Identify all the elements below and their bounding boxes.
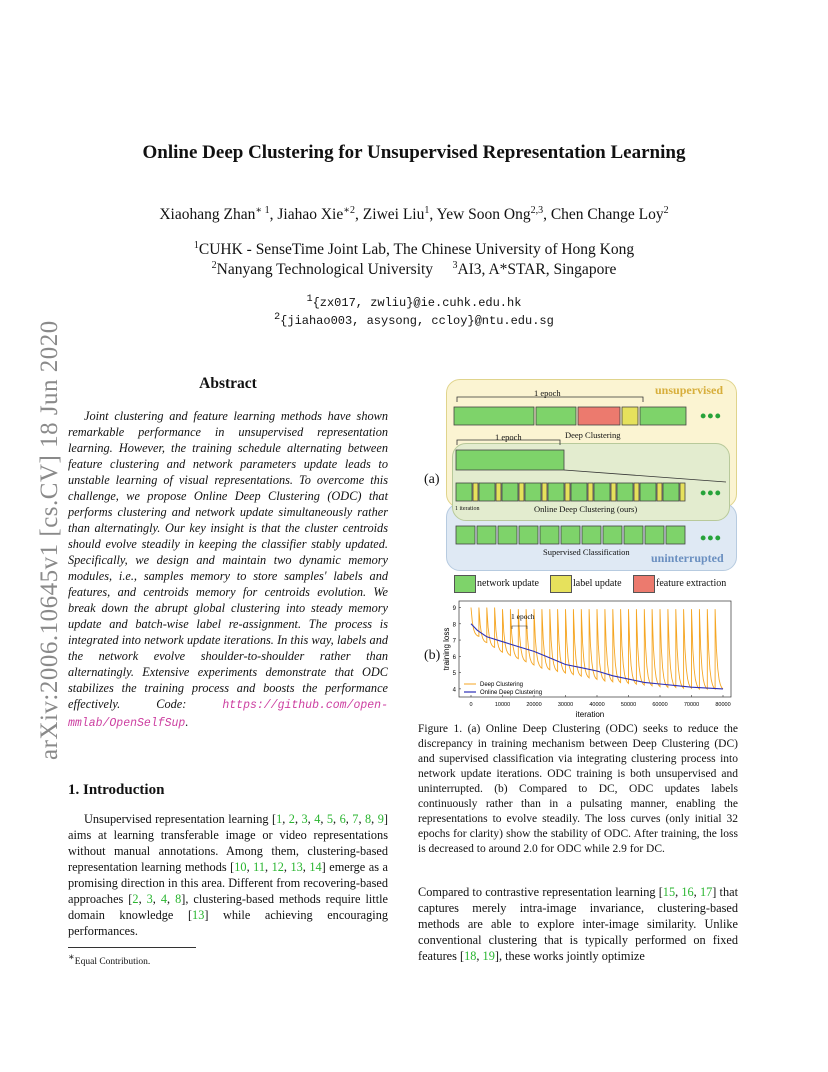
- network-update-block: [571, 483, 587, 501]
- abstract-text: Joint clustering and feature learning methods have shown remarkable performance in unsupervised representation learning. However, the training schedule alternating between feature clustering and network parameters update leads to unstable learning of visual representations. To overcome this challenge, we propose Online Deep Clustering (ODC) that performs clustering and network update simultaneously rather than alternatingly. Our key insight is that the cluster centroids should evolve steadily in keeping the classifier stably updated. Specifically, we design and maintain two dynamic memory modules, i.e., samples memory to store samples' labels and features, and centroids memory for centroids evolution. We break down the abrupt global clustering into steady memory update and batch-wise label re-assignment. The process is integrated into network update iterations. In this way, labels and the network evolve shoulder-to-shoulder rather than alternatingly. Extensive experiments demonstrate that ODC stabilizes the training process and boosts the performance effectively. Code:: [68, 409, 388, 711]
- network-update-block: [582, 526, 601, 544]
- y-tick-label: 7: [452, 638, 456, 645]
- epoch-label-top: 1 epoch: [534, 388, 561, 398]
- citation-link[interactable]: 9: [377, 812, 384, 826]
- label-update-block: [542, 483, 547, 501]
- label-update-block: [622, 407, 638, 425]
- footnote-mark: ∗: [68, 952, 75, 963]
- network-update-block: [502, 483, 518, 501]
- continuation-dots: •••: [700, 528, 722, 548]
- iteration-label: 1 iteration: [455, 506, 480, 512]
- supervised-row: [456, 526, 685, 544]
- intro-text: ] emerge as a promising direction in this area. Different from recovering-based approaches [: [68, 860, 388, 906]
- x-tick-label: 0: [469, 702, 473, 708]
- network-update-block: [525, 483, 541, 501]
- citation-link[interactable]: 7: [352, 812, 359, 826]
- legend-swatch-label: [550, 575, 572, 593]
- intro-text: ] while achieving encouraging performances.: [68, 908, 388, 938]
- author-sup: ∗ 1: [255, 205, 270, 216]
- author-name: Ziwei Liu: [362, 206, 425, 224]
- citation-link[interactable]: 6: [339, 812, 346, 826]
- training-schedule-diagram: [440, 375, 740, 575]
- body-text: ] that captures merely intra-image invariance, clustering-based methods are able to explore inter-image similarity. Unlike conventional clustering that is typically performed on fixed features [: [418, 885, 738, 963]
- y-tick-label: 6: [452, 654, 456, 661]
- email-sup: 2: [274, 312, 281, 323]
- citation-link[interactable]: 2: [288, 812, 295, 826]
- network-update-block: [663, 483, 679, 501]
- network-update-block: [624, 526, 643, 544]
- citation-link[interactable]: 17: [699, 885, 713, 899]
- odc-label: Online Deep Clustering (ours): [534, 504, 638, 514]
- citation-link[interactable]: 10: [234, 860, 247, 874]
- citation-link[interactable]: 14: [309, 860, 322, 874]
- abstract-heading: Abstract: [199, 375, 257, 392]
- author-sup: 2: [663, 205, 669, 216]
- citation-link[interactable]: 4: [160, 892, 168, 906]
- affil-sup: 1: [193, 240, 199, 251]
- label-update-block: [657, 483, 662, 501]
- network-update-block: [640, 407, 686, 425]
- panel-label-b: (b): [424, 648, 441, 663]
- author-sup: 2,3: [530, 205, 544, 216]
- network-update-block: [456, 526, 475, 544]
- feature-extraction-block: [578, 407, 620, 425]
- network-update-block: [454, 407, 534, 425]
- network-update-block: [666, 526, 685, 544]
- author-sup: ∗2: [343, 205, 356, 216]
- arxiv-sidebar: [10, 290, 63, 760]
- x-axis-label: iteration: [575, 710, 605, 719]
- network-update-block: [617, 483, 633, 501]
- network-update-block: [456, 483, 472, 501]
- intro-text: ], clustering-based methods require little domain knowledge [: [68, 892, 389, 922]
- loss-chart: [440, 600, 740, 720]
- x-tick-label: 20000: [526, 702, 542, 708]
- unsupervised-label: unsupervised: [655, 383, 724, 397]
- email-text: {jiahao003, asysong, ccloy}@ntu.edu.sg: [280, 314, 554, 328]
- affil-sup: 3: [452, 260, 458, 271]
- x-tick-label: 80000: [715, 702, 731, 708]
- paper-title: Online Deep Clustering for Unsupervised Representation Learning: [142, 142, 686, 163]
- author-name: Xiaohang Zhan: [159, 206, 256, 224]
- epoch-annotation: 1 epoch: [511, 612, 535, 621]
- citation-link[interactable]: 19: [482, 949, 495, 963]
- legend-feature-extraction: feature extraction: [656, 578, 727, 589]
- body-text: ], these works jointly optimize: [494, 949, 645, 963]
- network-update-block: [479, 483, 495, 501]
- affiliation-2-3: [0, 260, 828, 279]
- legend-label-update: label update: [573, 578, 622, 589]
- footnote: [68, 952, 150, 967]
- network-update-block: [498, 526, 517, 544]
- citation-link[interactable]: 12: [271, 860, 284, 874]
- citation-link[interactable]: 1: [276, 812, 283, 826]
- affil-text: AI3, A*STAR, Singapore: [457, 261, 617, 279]
- odc-row: [456, 483, 685, 501]
- author-name: Chen Change Loy: [550, 206, 664, 224]
- label-update-block: [565, 483, 570, 501]
- continuation-dots: •••: [700, 483, 722, 503]
- legend-dc: Deep Clustering: [480, 682, 524, 688]
- network-update-block: [540, 526, 559, 544]
- zoom-line: [564, 470, 726, 482]
- zoom-network-block: [456, 450, 564, 470]
- figure-caption: Figure 1. (a) Online Deep Clustering (ODC) seeks to reduce the discrepancy in training mechanism between Deep Clustering (DC) and supervised classification via integrating clustering process into network update iterations. ODC training is both unsupervised and uninterrupted. (b) Compared to DC, ODC updates labels continuously rather than in a pulsating manner, enabling the representations to evolve steadily. The loss curves (only initial 32 epochs for clarity) show the stability of ODC. After training, the loss is decreased to around 2.0 for ODC while 2.9 for DC.: [418, 723, 738, 855]
- abstract-body: [68, 408, 388, 732]
- legend-network-update: network update: [477, 578, 539, 589]
- deep-clustering-label: Deep Clustering: [565, 430, 621, 440]
- x-tick-label: 60000: [652, 702, 668, 708]
- affil-text: CUHK - SenseTime Joint Lab, The Chinese University of Hong Kong: [198, 241, 635, 259]
- x-tick-label: 50000: [620, 702, 637, 708]
- footnote-rule: [68, 947, 196, 948]
- email-1: [0, 294, 828, 310]
- panel-label-a: (a): [424, 472, 440, 487]
- author-name: Jiahao Xie: [277, 206, 344, 224]
- citation-link[interactable]: 5: [326, 812, 334, 826]
- epoch-label-dc: 1 epoch: [495, 432, 522, 442]
- citation-link[interactable]: 16: [681, 885, 694, 899]
- author-list: Xiaohang Zhan$^{∗ 1}$, Jiahao Xie$^{∗2}$, Ziwei Liu$^1$, Yew Soon Ong$^{2,3}$, Chen Change Loy$^2$: [159, 205, 669, 224]
- network-update-block: [645, 526, 664, 544]
- author-name: Yew Soon Ong: [436, 206, 531, 224]
- intro-text: ] aims at learning transferable image or video representations without manual annotations. Among them, clustering-based representation learning methods [: [68, 812, 388, 874]
- right-column-paragraph: Compared to contrastive representation learning [15, 16, 17] that captures merely intra-image invariance, clustering-based methods are able to explore inter-image similarity. Unlike conventional clustering that is typically performed on fixed features [18, 19], these works jointly optimize: [418, 885, 738, 963]
- x-tick-label: 70000: [683, 702, 700, 708]
- label-update-block: [473, 483, 478, 501]
- citation-link[interactable]: 11: [253, 860, 265, 874]
- y-tick-label: 9: [452, 606, 456, 613]
- citation-link[interactable]: 4: [314, 812, 321, 826]
- abstract-end: .: [185, 715, 189, 729]
- y-axis-label: training loss: [442, 627, 451, 671]
- citation-link[interactable]: 13: [290, 860, 303, 874]
- code-link[interactable]: https://github.com/open-mmlab/OpenSelfSup: [68, 699, 388, 730]
- citation-link[interactable]: 3: [301, 812, 308, 826]
- label-update-block: [680, 483, 685, 501]
- intro-text: Unsupervised representation learning [: [84, 812, 277, 826]
- label-update-block: [634, 483, 639, 501]
- label-update-block: [588, 483, 593, 501]
- y-tick-label: 8: [452, 622, 456, 629]
- arxiv-identifier: arXiv:2006.10645v1 [cs.CV] 18 Jun 2020: [36, 320, 63, 760]
- network-update-block: [603, 526, 622, 544]
- affil-sup: 2: [211, 260, 217, 271]
- network-update-block: [640, 483, 656, 501]
- x-tick-label: 30000: [557, 702, 574, 708]
- citation-link[interactable]: 8: [175, 892, 182, 906]
- citation-link[interactable]: 8: [365, 812, 372, 826]
- footnote-text: Equal Contribution.: [74, 957, 151, 968]
- label-update-block: [611, 483, 616, 501]
- x-tick-label: 40000: [589, 702, 605, 708]
- network-update-block: [519, 526, 538, 544]
- legend-odc: Online Deep Clustering: [480, 690, 543, 696]
- legend-swatch-network: [454, 575, 476, 593]
- citation-link[interactable]: 15: [662, 885, 676, 899]
- network-update-block: [561, 526, 580, 544]
- y-tick-label: 5: [452, 671, 456, 678]
- citation-link[interactable]: 2: [132, 892, 139, 906]
- citation-link[interactable]: 3: [146, 892, 153, 906]
- x-tick-label: 10000: [494, 702, 511, 708]
- affiliation-1: [0, 240, 828, 259]
- supervised-label: Supervised Classification: [543, 547, 630, 557]
- network-update-block: [548, 483, 564, 501]
- email-2: [0, 312, 828, 328]
- email-sup: 1: [306, 294, 313, 305]
- affil-text: Nanyang Technological University: [216, 261, 434, 279]
- author-sup: 1: [424, 205, 430, 216]
- email-text: {zx017, zwliu}@ie.cuhk.edu.hk: [312, 296, 522, 310]
- label-update-block: [519, 483, 524, 501]
- section-heading-introduction: 1. Introduction: [68, 782, 165, 798]
- citation-link[interactable]: 18: [464, 949, 477, 963]
- uninterrupted-label: uninterrupted: [651, 551, 724, 565]
- label-update-block: [496, 483, 501, 501]
- dc-row: [454, 407, 686, 425]
- citation-link[interactable]: 13: [192, 908, 205, 922]
- network-update-block: [477, 526, 496, 544]
- y-tick-label: 4: [452, 687, 456, 694]
- network-update-block: [536, 407, 576, 425]
- body-text: Compared to contrastive representation learning [: [418, 885, 663, 899]
- legend-swatch-feature: [633, 575, 655, 593]
- continuation-dots: •••: [700, 406, 722, 426]
- network-update-block: [594, 483, 610, 501]
- introduction-paragraph: Unsupervised representation learning [1, 2, 3, 4, 5, 6, 7, 8, 9] aims at learning transferable image or video representations without manual annotations. Among them, clustering-based representation learning methods [10, 11, 12, 13, 14] emerge as a promising direction in this area. Different from recovering-based approaches [2, 3, 4, 8], clustering-based methods require little domain knowledge [13] while achieving encouraging performances.: [68, 812, 389, 938]
